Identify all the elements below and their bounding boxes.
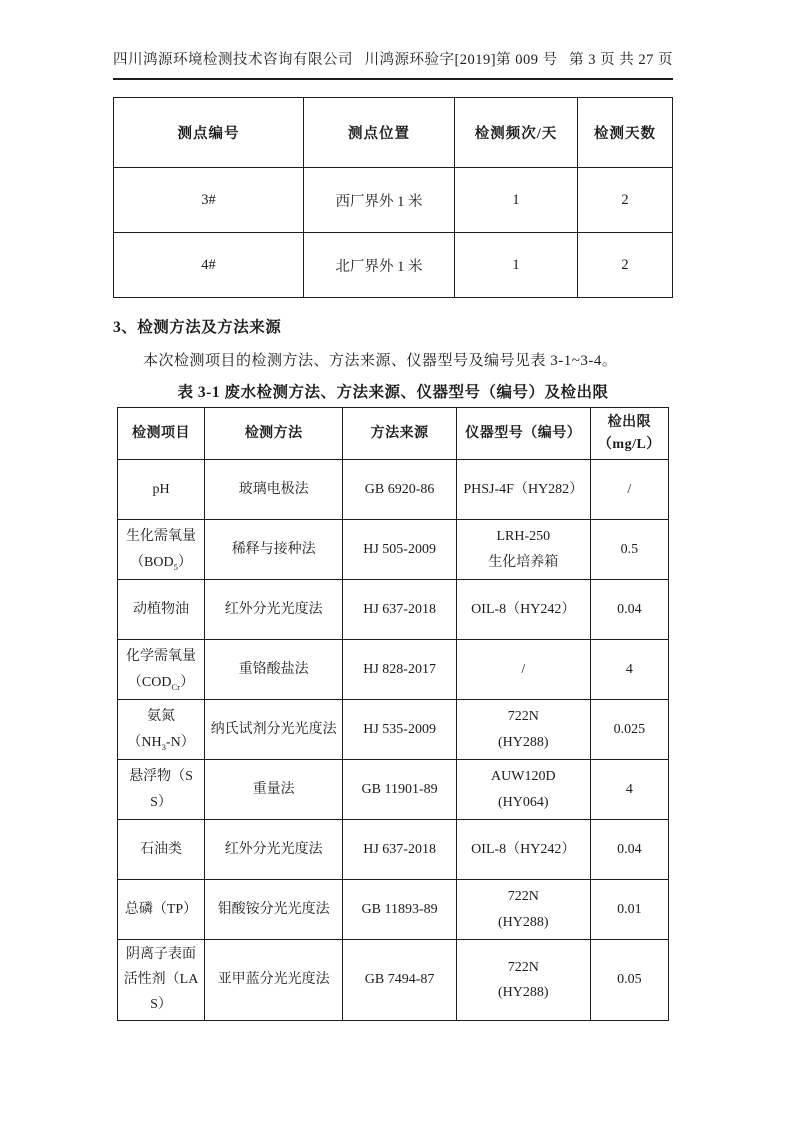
table-cell: 722N (HY288) — [456, 700, 590, 760]
table-cell: 0.04 — [590, 580, 668, 640]
table-cell: GB 11901-89 — [343, 760, 457, 820]
table-row — [118, 460, 669, 520]
table-row — [118, 880, 669, 940]
table-3-1-title: 表 3-1 废水检测方法、方法来源、仪器型号（编号）及检出限 — [177, 384, 609, 401]
page-number: 第 3 页 共 27 页 — [569, 52, 673, 68]
table-cell: 722N (HY288) — [456, 880, 590, 940]
table-cell: / — [590, 460, 668, 520]
table-header-cell: 测点编号 — [114, 98, 304, 168]
table-cell: 动植物油 — [118, 580, 205, 640]
table-cell: 1 — [454, 168, 577, 233]
table-cell: pH — [118, 460, 205, 520]
table-cell: 1 — [454, 233, 577, 298]
table-cell: 悬浮物（SS） — [118, 760, 205, 820]
table-row — [118, 940, 669, 1021]
table-cell: 重量法 — [205, 760, 343, 820]
table-cell: 玻璃电极法 — [205, 460, 343, 520]
table-header-cell: 检出限 （mg/L） — [590, 408, 668, 460]
table-header-cell: 检测项目 — [118, 408, 205, 460]
table-header-cell: 测点位置 — [304, 98, 455, 168]
table-cell: 红外分光光度法 — [205, 820, 343, 880]
table-cell: HJ 535-2009 — [343, 700, 457, 760]
table-cell: GB 6920-86 — [343, 460, 457, 520]
table-cell: GB 11893-89 — [343, 880, 457, 940]
table-header-cell: 检测方法 — [205, 408, 343, 460]
company-name: 四川鸿源环境检测技术咨询有限公司 — [113, 52, 353, 68]
table-row — [118, 700, 669, 760]
table-cell: HJ 637-2018 — [343, 580, 457, 640]
table-cell: 钼酸铵分光光度法 — [205, 880, 343, 940]
table-cell: 3# — [114, 168, 304, 233]
table-cell: GB 7494-87 — [343, 940, 457, 1021]
table-cell: / — [456, 640, 590, 700]
table-cell: 阴离子表面活性剂（LAS） — [118, 940, 205, 1021]
table-cell: 重铬酸盐法 — [205, 640, 343, 700]
table-cell: 4# — [114, 233, 304, 298]
table-cell: HJ 828-2017 — [343, 640, 457, 700]
sampling-points-table — [113, 97, 673, 298]
doc-number: 川鸿源环验字[2019]第 009 号 — [364, 52, 558, 68]
table-header-cell: 检测频次/天 — [454, 98, 577, 168]
table-cell: HJ 505-2009 — [343, 520, 457, 580]
table-cell: 北厂界外 1 米 — [304, 233, 455, 298]
table-cell: OIL-8（HY242） — [456, 580, 590, 640]
table-header-cell: 仪器型号（编号） — [456, 408, 590, 460]
table-cell: 红外分光光度法 — [205, 580, 343, 640]
sampling-points-table-head — [114, 98, 673, 168]
table-cell: HJ 637-2018 — [343, 820, 457, 880]
table-cell: OIL-8（HY242） — [456, 820, 590, 880]
table-header-cell: 检测天数 — [577, 98, 672, 168]
table-row — [114, 233, 673, 298]
table-cell: PHSJ-4F（HY282） — [456, 460, 590, 520]
table-cell: 西厂界外 1 米 — [304, 168, 455, 233]
table-row — [118, 760, 669, 820]
table-cell: 纳氏试剂分光光度法 — [205, 700, 343, 760]
table-cell: 722N (HY288) — [456, 940, 590, 1021]
table-cell: 0.04 — [590, 820, 668, 880]
table-row — [118, 580, 669, 640]
section-heading: 3、检测方法及方法来源 — [113, 319, 282, 336]
page-running-header — [113, 48, 673, 80]
wastewater-methods-table — [117, 407, 669, 1021]
table-cell: 化学需氧量 $(COD_{Cr})$ — [118, 640, 205, 700]
table-cell: 石油类 — [118, 820, 205, 880]
table-cell: 4 — [590, 640, 668, 700]
wastewater-methods-table-body — [118, 460, 669, 1021]
table-cell: 2 — [577, 233, 672, 298]
table-cell: 总磷（TP） — [118, 880, 205, 940]
table-cell: 氨氮 $(NH_3-N)$ — [118, 700, 205, 760]
table-cell: AUW120D (HY064) — [456, 760, 590, 820]
wastewater-methods-table-head — [118, 408, 669, 460]
table-cell: 0.025 — [590, 700, 668, 760]
table-row — [118, 520, 669, 580]
section-paragraph: 本次检测项目的检测方法、方法来源、仪器型号及编号见表 3-1~3-4。 — [143, 353, 618, 369]
table-header-row — [118, 408, 669, 460]
table-cell: LRH-250 生化培养箱 — [456, 520, 590, 580]
table-row — [118, 640, 669, 700]
table-cell: 0.5 — [590, 520, 668, 580]
table-row — [118, 820, 669, 880]
sampling-points-table-body — [114, 168, 673, 298]
table-cell: 0.01 — [590, 880, 668, 940]
table-cell: 2 — [577, 168, 672, 233]
table-row — [114, 168, 673, 233]
table-cell: 亚甲蓝分光光度法 — [205, 940, 343, 1021]
table-cell: 生化需氧量 $(BOD_5)$ — [118, 520, 205, 580]
table-header-row — [114, 98, 673, 168]
table-header-cell: 方法来源 — [343, 408, 457, 460]
table-cell: 稀释与接种法 — [205, 520, 343, 580]
table-cell: 0.05 — [590, 940, 668, 1021]
table-cell: 4 — [590, 760, 668, 820]
